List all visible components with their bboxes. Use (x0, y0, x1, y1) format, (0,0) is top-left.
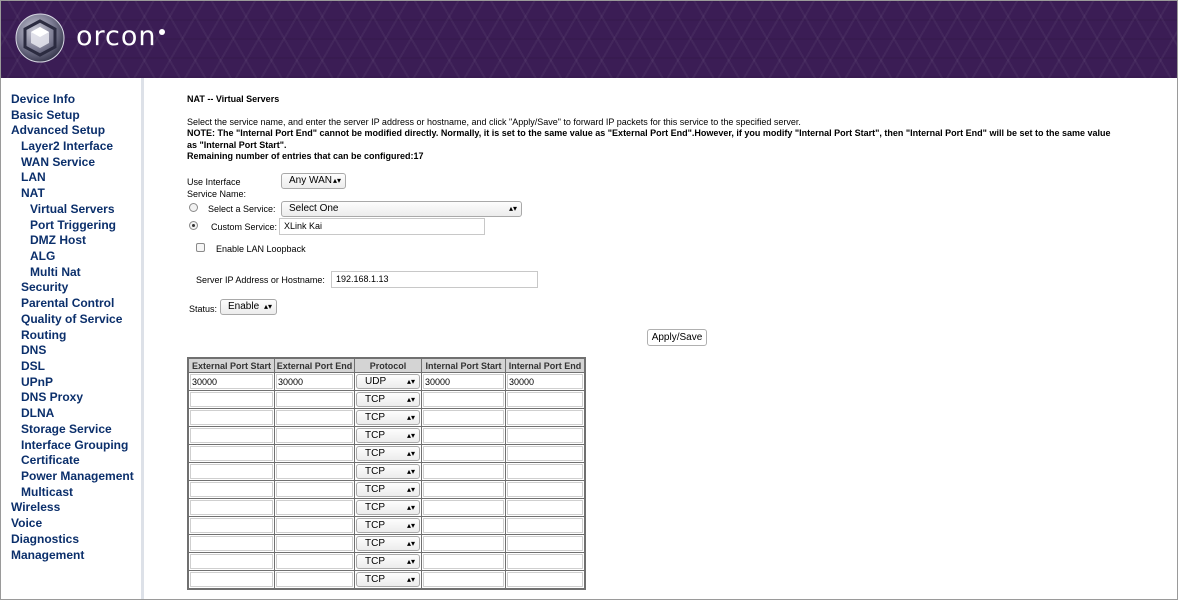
apply-save-button[interactable]: Apply/Save (647, 329, 707, 346)
sidebar-item-advanced-setup[interactable]: Advanced Setup (11, 123, 106, 137)
table-row (188, 463, 585, 481)
protocol-value: TCP (365, 502, 385, 513)
external-port-end-input[interactable] (276, 518, 353, 533)
internal-port-end-input[interactable] (507, 392, 583, 407)
remaining-entries: Remaining number of entries that can be configured:17 (187, 151, 424, 161)
header-banner (1, 1, 1177, 78)
external-port-start-input[interactable] (190, 572, 273, 587)
table-row (188, 499, 585, 517)
sidebar-nav (1, 78, 144, 600)
table-row (188, 373, 585, 391)
table-cell (506, 571, 586, 590)
external-port-end-input[interactable] (276, 410, 353, 425)
chevron-updown-icon: ▴▾ (406, 503, 415, 512)
external-port-end-input[interactable] (276, 572, 353, 587)
table-cell (422, 445, 506, 463)
table-cell (355, 535, 422, 553)
table-cell (422, 481, 506, 499)
table-row (188, 427, 585, 445)
table-cell (422, 427, 506, 445)
internal-port-start-input[interactable] (423, 572, 504, 587)
select-service-radio[interactable] (189, 203, 198, 212)
brand-name: orcon (76, 21, 165, 52)
sidebar-item-routing[interactable]: Routing (21, 328, 67, 342)
protocol-value: TCP (365, 430, 385, 441)
port-mapping-table (187, 357, 586, 590)
custom-service-radio[interactable] (189, 221, 198, 230)
internal-port-start-input[interactable] (423, 410, 504, 425)
col-header-protocol: Protocol (355, 358, 422, 373)
protocol-value: TCP (365, 448, 385, 459)
table-cell (506, 391, 586, 409)
sidebar-item-security[interactable]: Security (21, 280, 69, 294)
external-port-start-input[interactable] (190, 482, 273, 497)
lan-loopback-label: Enable LAN Loopback (216, 244, 306, 254)
table-row (188, 535, 585, 553)
table-row (188, 517, 585, 535)
table-cell (506, 463, 586, 481)
external-port-end-input[interactable] (276, 464, 353, 479)
sidebar-item-parental-control[interactable]: Parental Control (21, 296, 115, 310)
external-port-start-input[interactable] (190, 464, 273, 479)
protocol-value: TCP (365, 394, 385, 405)
use-interface-label: Use Interface (187, 177, 241, 187)
external-port-start-input[interactable] (190, 518, 273, 533)
sidebar-item-interface-grouping[interactable]: Interface Grouping (21, 438, 129, 452)
chevron-updown-icon: ▴▾ (406, 539, 415, 548)
table-cell (422, 517, 506, 535)
use-interface-select[interactable] (281, 173, 346, 189)
table-cell (188, 499, 275, 517)
internal-port-end-input[interactable] (507, 572, 583, 587)
table-cell (275, 535, 355, 553)
protocol-select[interactable] (356, 392, 420, 407)
service-name-label: Service Name: (187, 189, 247, 199)
protocol-value: UDP (365, 376, 387, 387)
internal-port-end-input[interactable] (507, 464, 583, 479)
table-cell (355, 499, 422, 517)
protocol-select[interactable] (356, 500, 420, 515)
sidebar-item-multicast[interactable]: Multicast (21, 485, 74, 499)
table-cell (422, 535, 506, 553)
internal-port-start-input[interactable] (423, 536, 504, 551)
external-port-start-input[interactable] (190, 500, 273, 515)
sidebar-item-power-management[interactable]: Power Management (21, 469, 134, 483)
protocol-select[interactable] (356, 446, 420, 461)
sidebar-item-nat[interactable]: NAT (21, 186, 45, 200)
table-cell (275, 373, 355, 391)
internal-port-end-input[interactable] (507, 428, 583, 443)
table-cell (188, 463, 275, 481)
protocol-value: TCP (365, 556, 385, 567)
protocol-select[interactable] (356, 410, 420, 425)
internal-port-start-input[interactable] (423, 482, 504, 497)
internal-port-end-input[interactable] (507, 482, 583, 497)
internal-port-end-input[interactable] (507, 554, 583, 569)
sidebar-item-dmz-host[interactable]: DMZ Host (30, 233, 86, 247)
protocol-select[interactable] (356, 518, 420, 533)
chevron-updown-icon: ▴▾ (263, 302, 272, 311)
sidebar-item-certificate[interactable]: Certificate (21, 453, 80, 467)
custom-service-input[interactable]: XLink Kai (279, 218, 485, 235)
table-cell (188, 535, 275, 553)
table-cell (422, 499, 506, 517)
protocol-select[interactable] (356, 428, 420, 443)
table-cell (275, 499, 355, 517)
sidebar-item-port-triggering[interactable]: Port Triggering (30, 218, 117, 232)
table-cell (422, 373, 506, 391)
protocol-select[interactable] (356, 482, 420, 497)
sidebar-item-management[interactable]: Management (11, 548, 85, 562)
sidebar-item-lan[interactable]: LAN (21, 170, 46, 184)
sidebar-item-dns[interactable]: DNS (21, 343, 47, 357)
main-content (144, 78, 1177, 600)
table-cell (275, 463, 355, 481)
table-cell (355, 481, 422, 499)
use-interface-value: Any WAN (289, 175, 332, 186)
external-port-end-input[interactable] (276, 482, 353, 497)
table-cell (188, 373, 275, 391)
table-cell (422, 463, 506, 481)
col-header-external-port-start: External Port Start (188, 358, 275, 373)
internal-port-end-input[interactable] (507, 518, 583, 533)
external-port-start-input[interactable] (190, 428, 273, 443)
table-cell (188, 481, 275, 499)
table-cell (275, 427, 355, 445)
col-header-internal-port-end: Internal Port End (506, 358, 586, 373)
table-cell (188, 571, 275, 590)
select-service-label: Select a Service: (208, 204, 276, 214)
internal-port-end-input[interactable] (507, 500, 583, 515)
table-cell (506, 481, 586, 499)
table-row (188, 571, 585, 590)
protocol-select[interactable] (356, 374, 420, 389)
internal-port-end-input[interactable] (507, 410, 583, 425)
protocol-value: TCP (365, 574, 385, 585)
external-port-start-input[interactable] (190, 410, 273, 425)
table-cell (422, 553, 506, 571)
table-cell (275, 445, 355, 463)
sidebar-item-wan-service[interactable]: WAN Service (21, 155, 96, 169)
table-cell (188, 517, 275, 535)
sidebar-item-wireless[interactable]: Wireless (11, 500, 61, 514)
external-port-end-input[interactable] (276, 536, 353, 551)
table-cell (275, 517, 355, 535)
table-cell (422, 571, 506, 590)
protocol-select[interactable] (356, 536, 420, 551)
protocol-select[interactable] (356, 572, 420, 587)
table-header-row (188, 358, 585, 373)
table-cell (506, 535, 586, 553)
table-cell (355, 463, 422, 481)
protocol-value: TCP (365, 466, 385, 477)
table-row (188, 445, 585, 463)
server-ip-label: Server IP Address or Hostname: (196, 275, 325, 285)
internal-port-end-input[interactable]: 30000 (507, 374, 583, 389)
table-cell (355, 445, 422, 463)
table-cell (506, 373, 586, 391)
table-cell (188, 391, 275, 409)
table-cell (275, 553, 355, 571)
page-title: NAT -- Virtual Servers (187, 94, 280, 104)
sidebar-item-dlna[interactable]: DLNA (21, 406, 55, 420)
chevron-updown-icon: ▴▾ (406, 431, 415, 440)
sidebar-item-dns-proxy[interactable]: DNS Proxy (21, 390, 84, 404)
external-port-start-input[interactable] (190, 446, 273, 461)
sidebar-item-virtual-servers[interactable]: Virtual Servers (30, 202, 115, 216)
table-cell (188, 427, 275, 445)
table-row (188, 481, 585, 499)
table-cell (188, 553, 275, 571)
protocol-value: TCP (365, 412, 385, 423)
chevron-updown-icon: ▴▾ (406, 395, 415, 404)
sidebar-item-multi-nat[interactable]: Multi Nat (30, 265, 81, 279)
protocol-value: TCP (365, 484, 385, 495)
lan-loopback-checkbox[interactable] (196, 243, 205, 252)
sidebar-item-diagnostics[interactable]: Diagnostics (11, 532, 80, 546)
chevron-updown-icon: ▴▾ (406, 521, 415, 530)
internal-port-start-input[interactable] (423, 392, 504, 407)
chevron-updown-icon: ▴▾ (406, 467, 415, 476)
internal-port-start-input[interactable]: 30000 (423, 374, 504, 389)
table-cell (422, 409, 506, 427)
table-cell (275, 409, 355, 427)
sidebar-item-storage-service[interactable]: Storage Service (21, 422, 112, 436)
protocol-value: TCP (365, 520, 385, 531)
sidebar-item-voice[interactable]: Voice (11, 516, 43, 530)
internal-port-end-input[interactable] (507, 446, 583, 461)
page-intro: Select the service name, and enter the server IP address or hostname, and click "Apply/Save" to forward IP packets for this service to the specified server. (187, 117, 801, 127)
table-cell (188, 445, 275, 463)
protocol-select[interactable] (356, 554, 420, 569)
table-cell (355, 391, 422, 409)
sidebar-item-layer2-interface[interactable]: Layer2 Interface (21, 139, 114, 153)
external-port-start-input[interactable] (190, 536, 273, 551)
table-cell (422, 391, 506, 409)
protocol-value: TCP (365, 538, 385, 549)
chevron-updown-icon: ▴▾ (406, 377, 415, 386)
external-port-end-input[interactable] (276, 392, 353, 407)
external-port-end-input[interactable] (276, 446, 353, 461)
protocol-select[interactable] (356, 464, 420, 479)
chevron-updown-icon: ▴▾ (406, 575, 415, 584)
internal-port-start-input[interactable] (423, 464, 504, 479)
select-service-value: Select One (289, 203, 339, 214)
table-cell (506, 553, 586, 571)
col-header-external-port-end: External Port End (275, 358, 355, 373)
internal-port-end-input[interactable] (507, 536, 583, 551)
custom-service-label: Custom Service: (211, 222, 278, 232)
chevron-updown-icon: ▴▾ (406, 557, 415, 566)
note-line-1: NOTE: The "Internal Port End" cannot be modified directly. Normally, it is set to the same value as "External Port End".However, if you modify "Internal Port Start", then "Internal Port End" will be set to the same value (187, 128, 1111, 138)
table-cell (355, 553, 422, 571)
table-cell (188, 409, 275, 427)
table-cell (506, 409, 586, 427)
col-header-internal-port-start: Internal Port Start (422, 358, 506, 373)
external-port-end-input[interactable] (276, 500, 353, 515)
internal-port-start-input[interactable] (423, 554, 504, 569)
external-port-end-input[interactable] (276, 554, 353, 569)
chevron-updown-icon: ▴▾ (406, 413, 415, 422)
table-row (188, 409, 585, 427)
external-port-start-input[interactable]: 30000 (190, 374, 273, 389)
table-cell (275, 481, 355, 499)
orcon-logo-icon (15, 13, 65, 63)
sidebar-item-upnp[interactable]: UPnP (21, 375, 54, 389)
table-body (188, 373, 585, 590)
status-label: Status: (189, 304, 218, 314)
external-port-end-input[interactable] (276, 428, 353, 443)
status-select[interactable] (220, 299, 277, 315)
internal-port-start-input[interactable] (423, 500, 504, 515)
sidebar-item-device-info[interactable]: Device Info (11, 92, 76, 106)
note-line-2: as "Internal Port Start". (187, 140, 287, 150)
chevron-updown-icon: ▴▾ (406, 485, 415, 494)
internal-port-start-input[interactable] (423, 518, 504, 533)
external-port-end-input[interactable]: 30000 (276, 374, 353, 389)
external-port-start-input[interactable] (190, 392, 273, 407)
table-cell (275, 571, 355, 590)
sidebar-item-alg[interactable]: ALG (30, 249, 56, 263)
table-cell (506, 445, 586, 463)
chevron-updown-icon: ▴▾ (332, 176, 341, 185)
external-port-start-input[interactable] (190, 554, 273, 569)
table-cell (355, 409, 422, 427)
table-cell (506, 517, 586, 535)
table-cell (355, 427, 422, 445)
table-row (188, 553, 585, 571)
sidebar-item-dsl[interactable]: DSL (21, 359, 45, 373)
table-cell (506, 499, 586, 517)
sidebar-item-quality-of-service[interactable]: Quality of Service (21, 312, 123, 326)
select-service-dropdown[interactable] (281, 201, 522, 217)
internal-port-start-input[interactable] (423, 446, 504, 461)
chevron-updown-icon: ▴▾ (508, 204, 517, 213)
sidebar-item-basic-setup[interactable]: Basic Setup (11, 108, 80, 122)
internal-port-start-input[interactable] (423, 428, 504, 443)
table-cell (275, 391, 355, 409)
table-cell (355, 571, 422, 590)
server-ip-input[interactable]: 192.168.1.13 (331, 271, 538, 288)
status-value: Enable (228, 301, 260, 312)
table-cell (355, 517, 422, 535)
chevron-updown-icon: ▴▾ (406, 449, 415, 458)
table-cell (506, 427, 586, 445)
table-row (188, 391, 585, 409)
table-cell (355, 373, 422, 391)
